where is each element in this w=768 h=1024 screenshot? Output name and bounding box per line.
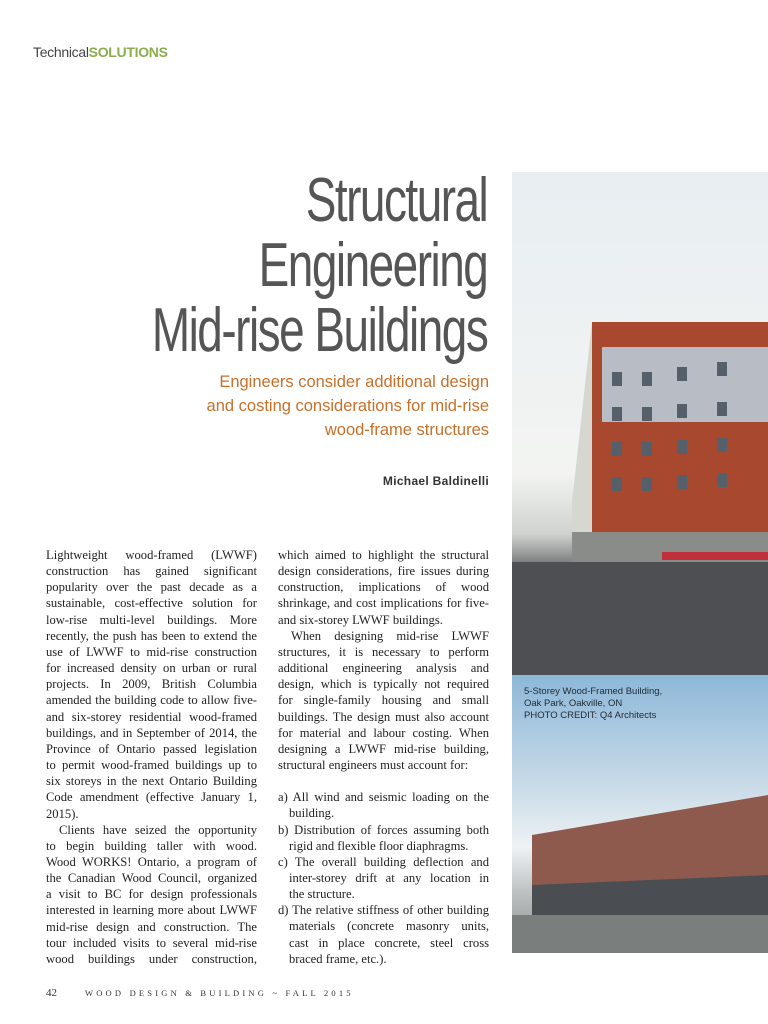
- body-text-line: designing a LWWF mid-rise building,: [278, 741, 489, 756]
- body-text-line: inter-storey drift at any location in: [289, 870, 489, 885]
- body-text-line: recently, the push has been to extend the: [46, 628, 257, 643]
- body-text-line: construction, implications of wood: [278, 580, 489, 595]
- body-text-line: d) The relative stiffness of other building: [278, 903, 489, 918]
- body-text-line: buildings. The design must also account: [278, 709, 489, 724]
- body-text-line: Code amendment (effective January 1,: [46, 790, 257, 805]
- body-text-line: additional engineering analysis and: [278, 661, 489, 676]
- body-text-line: sustainable, cost-effective solution for: [46, 596, 257, 611]
- body-text-line: Wood WORKS! Ontario, a program of: [46, 854, 257, 869]
- body-text-line: design considerations, fire issues during: [278, 564, 489, 579]
- subtitle-line: and costing considerations for mid-rise: [206, 397, 489, 415]
- body-text-line: c) The overall building deflection and: [278, 854, 489, 869]
- caption-line: 5-Storey Wood-Framed Building,: [524, 686, 663, 697]
- page-footer: [46, 987, 354, 999]
- body-text-line: for increased density on urban or rural: [46, 661, 257, 676]
- body-text-line: the Canadian Wood Council, organized: [46, 871, 257, 886]
- body-text-line: braced frame, etc.).: [289, 951, 387, 966]
- body-text-line: buildings, and in September of 2014, the: [46, 725, 257, 740]
- body-text-line: tour included visits to several mid-rise: [46, 935, 257, 950]
- body-text-line: cast in place concrete, steel cross: [289, 935, 489, 950]
- page-number: 42: [46, 987, 57, 999]
- building-rendering-photo: [512, 172, 768, 675]
- publication-name: WOOD DESIGN & BUILDING ~ FALL 2015: [85, 988, 354, 998]
- body-text-line: design, which is typically not required: [278, 677, 489, 692]
- body-text-line: building.: [289, 806, 335, 821]
- body-text-line: six storeys in the next Ontario Building: [46, 774, 257, 789]
- body-text-line: interested in learning more about LWWF: [46, 903, 257, 918]
- section-prefix: Technical: [33, 44, 89, 60]
- body-text-line: Clients have seized the opportunity: [59, 822, 257, 837]
- body-text-line: to permit wood-framed buildings up to: [46, 758, 257, 773]
- body-text-line: and six-storey LWWF buildings.: [278, 612, 443, 627]
- body-text-line: use of LWWF to mid-rise construction: [46, 644, 257, 659]
- body-text-line: mid-rise design and construction. The: [46, 919, 257, 934]
- body-text-line: structures, it is necessary to perform: [278, 644, 489, 659]
- body-text-line: 2015).: [46, 806, 79, 821]
- body-text-line: materials (concrete masonry units,: [289, 919, 489, 934]
- body-text-line: which aimed to highlight the structural: [278, 548, 489, 562]
- article-subtitle: [207, 370, 489, 442]
- body-text-line: rigid and flexible floor diaphragms.: [289, 838, 469, 853]
- list-spacer: [278, 773, 489, 789]
- body-column-2: [278, 547, 489, 967]
- body-text-line: to begin building taller with wood.: [46, 838, 257, 853]
- body-text-line: shrinkage, and cost implications for five-: [278, 596, 489, 611]
- body-text-line: b) Distribution of forces assuming both: [278, 822, 489, 837]
- body-text-line: amended the building code to allow five-: [46, 693, 257, 708]
- body-text-line: Province of Ontario passed legislation: [46, 741, 257, 756]
- body-text-line: for single-family housing and small: [278, 693, 489, 708]
- body-text-line: structural engineers must account for:: [278, 758, 469, 773]
- body-text-line: When designing mid-rise LWWF: [291, 628, 489, 643]
- photo-caption: [524, 686, 662, 722]
- body-column-1: [46, 547, 257, 967]
- body-text-line: low-rise multi-level buildings. More: [46, 612, 257, 627]
- body-text-line: a visit to BC for design professionals: [46, 887, 257, 902]
- body-text-line: construction has gained significant: [46, 564, 257, 579]
- body-text-line: popularity over the past decade as a: [46, 580, 257, 595]
- body-text-line: projects. In 2009, British Columbia: [46, 677, 257, 692]
- title-line: Engineering: [258, 231, 487, 300]
- article-title: [152, 168, 487, 363]
- subtitle-line: wood-frame structures: [324, 421, 489, 439]
- body-text-line: wood buildings under construction,: [46, 951, 257, 966]
- title-line: Structural: [305, 166, 487, 235]
- author-byline: Michael Baldinelli: [382, 474, 489, 488]
- subtitle-line: Engineers consider additional design: [219, 373, 489, 391]
- caption-line: Oak Park, Oakville, ON: [524, 698, 623, 709]
- body-text-line: for material and labour costing. When: [278, 725, 489, 740]
- body-text-line: Lightweight wood-framed (LWWF): [46, 548, 257, 562]
- caption-line: PHOTO CREDIT: Q4 Architects: [524, 710, 657, 721]
- section-accent: SOLUTIONS: [88, 44, 168, 60]
- section-label: [33, 44, 168, 60]
- title-line: Mid-rise Buildings: [151, 296, 487, 365]
- body-text-line: and six-storey residential wood-framed: [46, 709, 257, 724]
- body-text-line: a) All wind and seismic loading on the: [278, 790, 489, 805]
- body-text-line: the structure.: [289, 887, 355, 902]
